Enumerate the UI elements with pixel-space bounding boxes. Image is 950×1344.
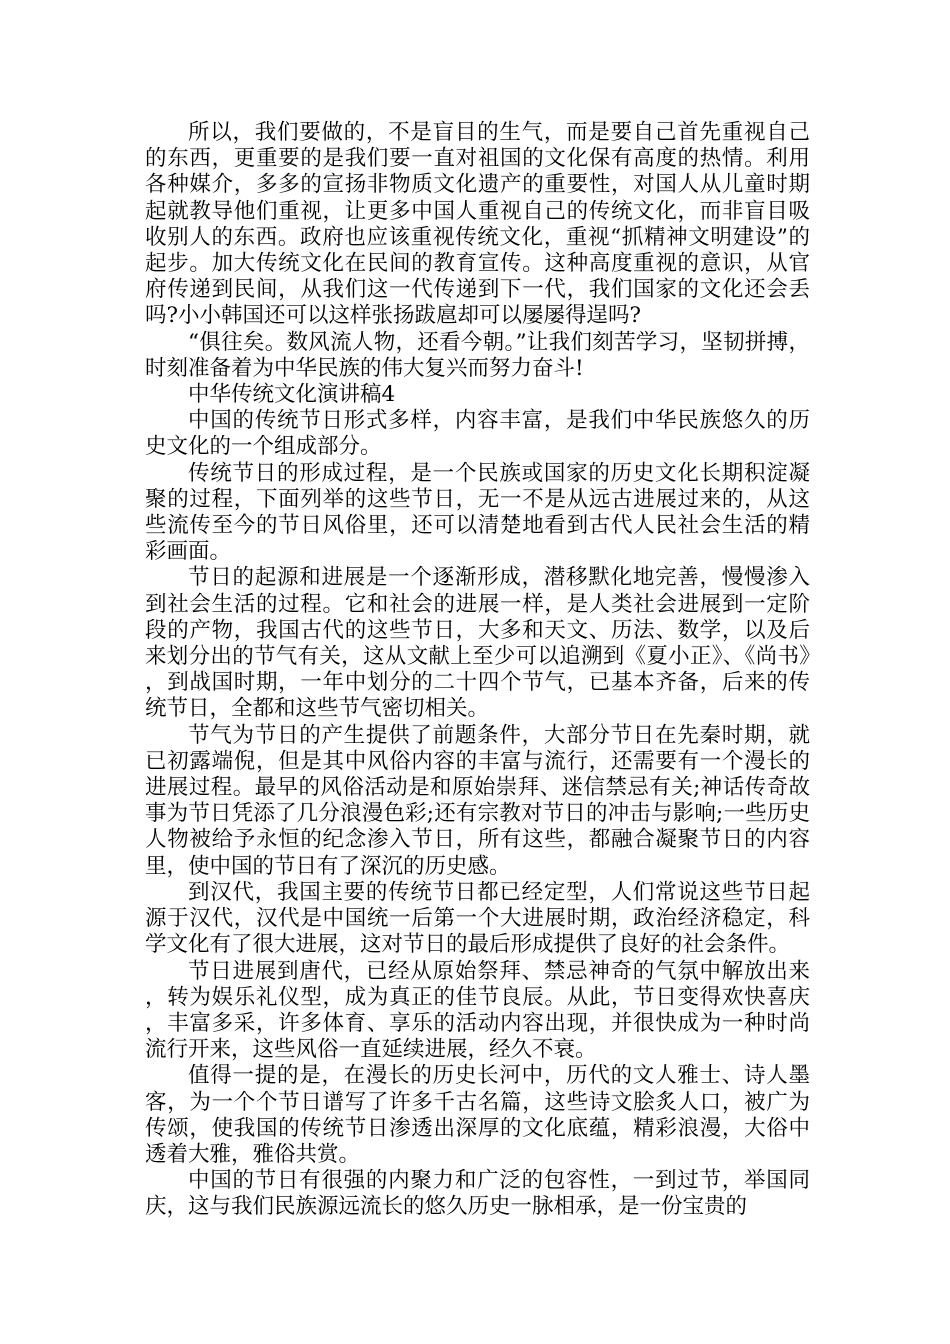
paragraph-intro: 中国的传统节日形式多样，内容丰富，是我们中华民族悠久的历史文化的一个组成部分。 (145, 408, 810, 460)
paragraph-solar-terms: 节气为节日的产生提供了前题条件，大部分节日在先秦时期，就已初露端倪，但是其中风俗内容的丰富与流行，还需要有一个漫长的进展过程。最早的风俗活动是和原始崇拜、迷信禁忌有关;神话传奇故事为节日凭添了几分浪漫色彩;还有宗教对节日的冲击与影响;一些历史人物被给予永恒的纪念渗入节日，所有这些，都融合凝聚节日的内容里，使中国的节日有了深沉的历史感。 (145, 722, 810, 879)
document-page (145, 120, 810, 1221)
paragraph-han-dynasty: 到汉代，我国主要的传统节日都已经定型，人们常说这些节日起源于汉代，汉代是中国统一后第一个大进展时期，政治经济稳定，科学文化有了很大进展，这对节日的最后形成提供了良好的社会条件。 (145, 879, 810, 958)
section-heading: 中华传统文化演讲稿4 (188, 382, 396, 408)
paragraph-origin: 节日的起源和进展是一个逐渐形成，潜移默化地完善，慢慢渗入到社会生活的过程。它和社会的进展一样，是人类社会进展到一定阶段的产物，我国古代的这些节日，大多和天文、历法、数学，以及后来划分出的节气有关，这从文献上至少可以追溯到《夏小正》、《尚书》，到战国时期，一年中划分的二十四个节气，已基本齐备，后来的传统节日，全都和这些节气密切相关。 (145, 565, 810, 722)
paragraph-formation: 传统节日的形成过程，是一个民族或国家的历史文化长期积淀凝聚的过程，下面列举的这些节日，无一不是从远古进展过来的，从这些流传至今的节日风俗里，还可以清楚地看到古代人民社会生活的精彩画面。 (145, 460, 810, 565)
paragraph-conclusion: 所以，我们要做的，不是盲目的生气，而是要自己首先重视自己的东西，更重要的是我们要一直对祖国的文化保有高度的热情。利用各种媒介，多多的宣扬非物质文化遗产的重要性，对国人从儿童时期起就教导他们重视，让更多中国人重视自己的传统文化，而非盲目吸收别人的东西。政府也应该重视传统文化，重视“抓精神文明建设”的起步。加大传统文化在民间的教育宣传。这种高度重视的意识，从官府传递到民间，从我们这一代传递到下一代，我们国家的文化还会丢吗?小小韩国还可以这样张扬跋扈却可以屡屡得逞吗? (145, 120, 810, 329)
paragraph-tang-dynasty: 节日进展到唐代，已经从原始祭拜、禁忌神奇的气氛中解放出来，转为娱乐礼仪型，成为真正的佳节良辰。从此，节日变得欢快喜庆，丰富多采，许多体育、享乐的活动内容出现，并很快成为一种时尚流行开来，这些风俗一直延续进展，经久不衰。 (145, 958, 810, 1063)
paragraph-quote: “俱往矣。数风流人物，还看今朝。”让我们刻苦学习，坚韧拼搏，时刻准备着为中华民族的伟大复兴而努力奋斗! (145, 329, 810, 381)
paragraph-literati: 值得一提的是，在漫长的历史长河中，历代的文人雅士、诗人墨客，为一个个节日谱写了许多千古名篇，这些诗文脍炙人口，被广为传颂，使我国的传统节日渗透出深厚的文化底蕴，精彩浪漫，大俗中透着大雅，雅俗共赏。 (145, 1063, 810, 1167)
paragraph-cohesion: 中国的节日有很强的内聚力和广泛的包容性，一到过节，举国同庆，这与我们民族源远流长的悠久历史一脉相承，是一份宝贵的 (145, 1168, 810, 1220)
